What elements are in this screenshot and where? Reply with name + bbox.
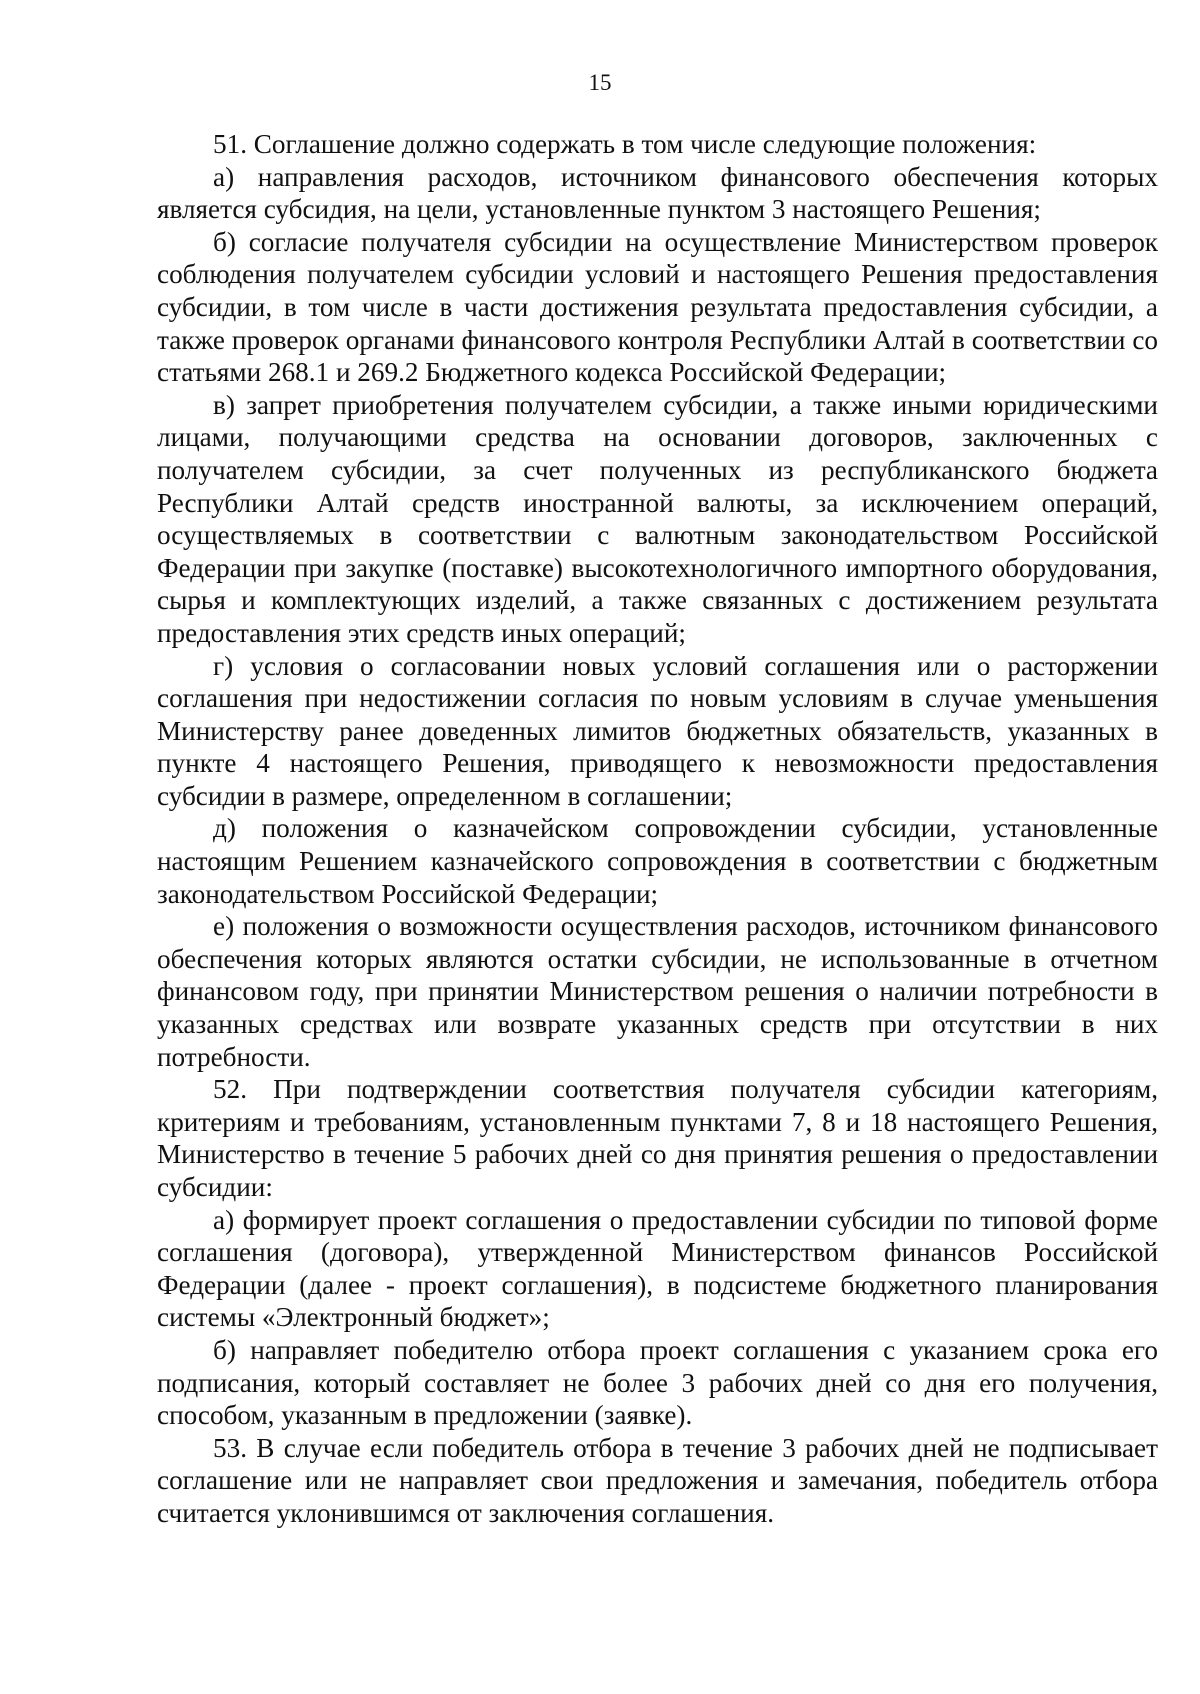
- paragraph-52-a: а) формирует проект соглашения о предоставлении субсидии по типовой форме соглашения (договора), утвержденной Министерством финансов Российской Федерации (далее - проект соглашения), в подсистеме бюджетного планирования системы «Электронный бюджет»;: [157, 1204, 1158, 1333]
- paragraph-51-v: в) запрет приобретения получателем субсидии, а также иными юридическими лицами, получающими средства на основании договоров, заключенных с получателем субсидии, за счет полученных из республиканского бюджета Республики Алтай средств иностранной валюты, за исключением операций, осуществляемых в соответствии с валютным законодательством Российской Федерации при закупке (поставке) высокотехнологичного импортного оборудования, сырья и комплектующих изделий, а также связанных с достижением результата предоставления этих средств иных операций;: [157, 389, 1158, 648]
- paragraph-53: 53. В случае если победитель отбора в течение 3 рабочих дней не подписывает соглашение или не направляет свои предложения и замечания, победитель отбора считается уклонившимся от заключения соглашения.: [157, 1432, 1158, 1528]
- document-body: [157, 128, 1158, 1530]
- page-number: 15: [588, 70, 612, 95]
- paragraph-51-g: г) условия о согласовании новых условий соглашения или о расторжении соглашения при недостижении согласия по новым условиям в случае уменьшения Министерству ранее доведенных лимитов бюджетных обязательств, указанных в пункте 4 настоящего Решения, приводящего к невозможности предоставления субсидии в размере, определенном в соглашении;: [157, 650, 1158, 811]
- paragraph-51-d: д) положения о казначейском сопровождении субсидии, установленные настоящим Решением казначейского сопровождения в соответствии с бюджетным законодательством Российской Федерации;: [157, 813, 1158, 909]
- paragraph-51-a: а) направления расходов, источником финансового обеспечения которых является субсидия, на цели, установленные пунктом 3 настоящего Решения;: [157, 161, 1158, 225]
- paragraph-51-b: б) согласие получателя субсидии на осуществление Министерством проверок соблюдения получателем субсидии условий и настоящего Решения предоставления субсидии, в том числе в части достижения результата предоставления субсидии, а также проверок органами финансового контроля Республики Алтай в соответствии со статьями 268.1 и 269.2 Бюджетного кодекса Российской Федерации;: [157, 226, 1158, 388]
- paragraph-52: 52. При подтверждении соответствия получателя субсидии категориям, критериям и требованиям, установленным пунктами 7, 8 и 18 настоящего Решения, Министерство в течение 5 рабочих дней со дня принятия решения о предоставлении субсидии:: [157, 1074, 1158, 1202]
- paragraph-51-e: е) положения о возможности осуществления расходов, источником финансового обеспечения которых являются остатки субсидии, не использованные в отчетном финансовом году, при принятии Министерством решения о наличии потребности в указанных средствах или возврате указанных средств при отсутствии в них потребности.: [157, 911, 1158, 1072]
- paragraph-52-b: б) направляет победителю отбора проект соглашения с указанием срока его подписания, который составляет не более 3 рабочих дней со дня его получения, способом, указанным в предложении (заявке).: [157, 1334, 1158, 1431]
- paragraph-51: 51. Соглашение должно содержать в том числе следующие положения:: [213, 129, 1037, 159]
